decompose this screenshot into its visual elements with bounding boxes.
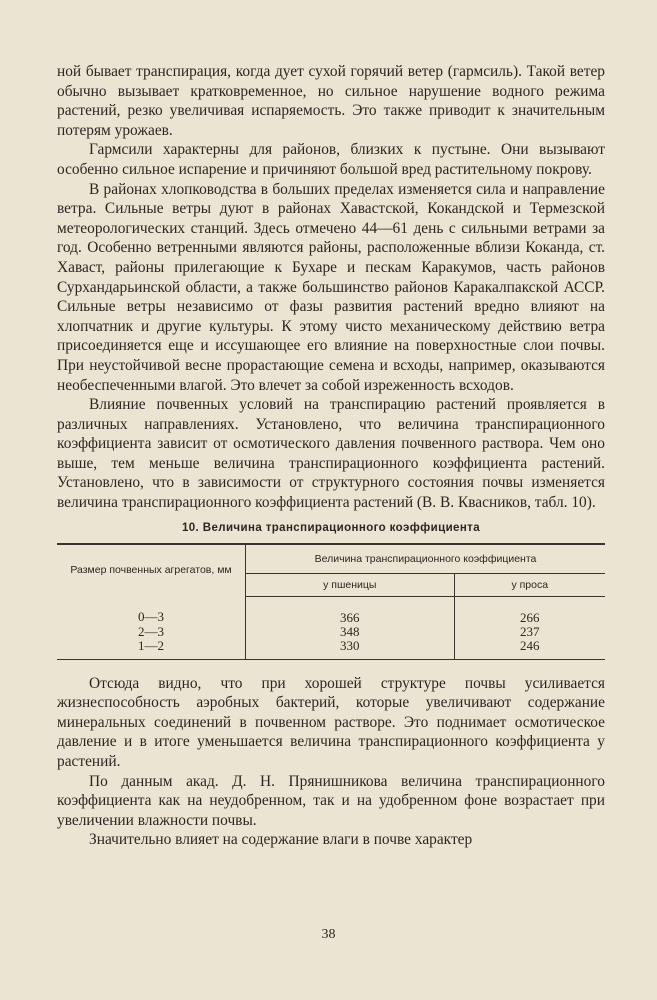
paragraph: Влияние почвенных условий на транспирацию растений проявляется в различных направлениях. Установлено, что величина транспирационного коэффициента зависит от осмотического давления почвенного раствора. Чем оно выше, тем меньше величина транспирационного коэффициента растений. Установлено, что в зависимости от структурного состояния почвы изменяется величина транспирационного коэффициента растений (В. В. Квасников, табл. 10). xyxy=(57,396,605,512)
cell-size: 1—2 xyxy=(57,639,246,660)
page-number: 38 xyxy=(321,927,336,942)
cell-millet: 246 xyxy=(454,639,605,660)
transpiration-table xyxy=(57,543,605,660)
column-header-millet: у проса xyxy=(454,573,605,596)
paragraph: По данным акад. Д. Н. Прянишникова величина транспирационного коэффициента как на неудобренном, так и на удобренном фоне возрастает при увеличении влажности почвы. xyxy=(57,772,605,829)
table-row xyxy=(57,639,605,660)
cell-wheat: 348 xyxy=(246,625,455,639)
cell-millet: 266 xyxy=(520,609,540,625)
paragraph: Отсюда видно, что при хорошей структуре почвы усиливается жизнеспособность аэробных бактерий, которые увеличивают содержание минеральных соединений в почвенном растворе. Это поднимает осмотическое давление и в итоге уменьшается величина транспирационного коэффициента у растений. xyxy=(57,674,605,771)
column-group-header: Величина транспирационного коэффициента xyxy=(246,544,606,574)
paragraph: В районах хлопководства в больших пределах изменяется сила и направление ветра. Сильные ветры дуют в районах Хавастской, Кокандской и Термезской метеорологических станций. Здесь отмечено 44—61 день с сильными ветрами за год. Особенно ветренными являются районы, расположенные вблизи Коканда, ст. Хаваст, районы прилегающие к Бухаре и пескам Каракумов, часть районов Сурхандарьинской области, а также большинство районов Каракалпакской АССР. Сильные ветры независимо от фазы развития растений вредно влияют на хлопчатник и другие культуры. К этому чисто механическому действию ветра присоединяется еще и иссушающее его влияние на поверхностные слои почвы. При неустойчивой весне прорастающие семена и всходы, например, оказываются необеспеченными влагой. Это влечет за собой изреженность всходов. xyxy=(57,180,605,394)
table-row xyxy=(57,596,605,625)
column-header-aggregate-size: Размер почвенных агрегатов, мм xyxy=(57,544,246,597)
cell-wheat: 366 xyxy=(246,596,455,625)
paragraph: Гармсили характерны для районов, близких к пустыне. Они вызывают особенно сильное испарение и причиняют большой вред растительному покрову. xyxy=(57,141,605,178)
cell-size: 0—3 xyxy=(57,596,246,625)
cell-millet: 237 xyxy=(520,623,540,639)
cell-wheat: 330 xyxy=(246,639,455,660)
table-caption: 10. Величина транспирационного коэффициента xyxy=(181,521,481,534)
cell-size: 2—3 xyxy=(57,625,246,639)
paragraph: Значительно влияет на содержание влаги в почве характер xyxy=(89,831,473,849)
page-body xyxy=(57,62,605,850)
column-header-wheat: у пшеницы xyxy=(246,573,455,596)
paragraph: ной бывает транспирация, когда дует сухой горячий ветер (гармсиль). Такой ветер обычно вызывает кратковременное, но сильное нарушение водного режима растений, резко увеличивая испаряемость. Это также приводит к значительным потерям урожаев. xyxy=(57,63,605,139)
table-row xyxy=(57,625,605,639)
